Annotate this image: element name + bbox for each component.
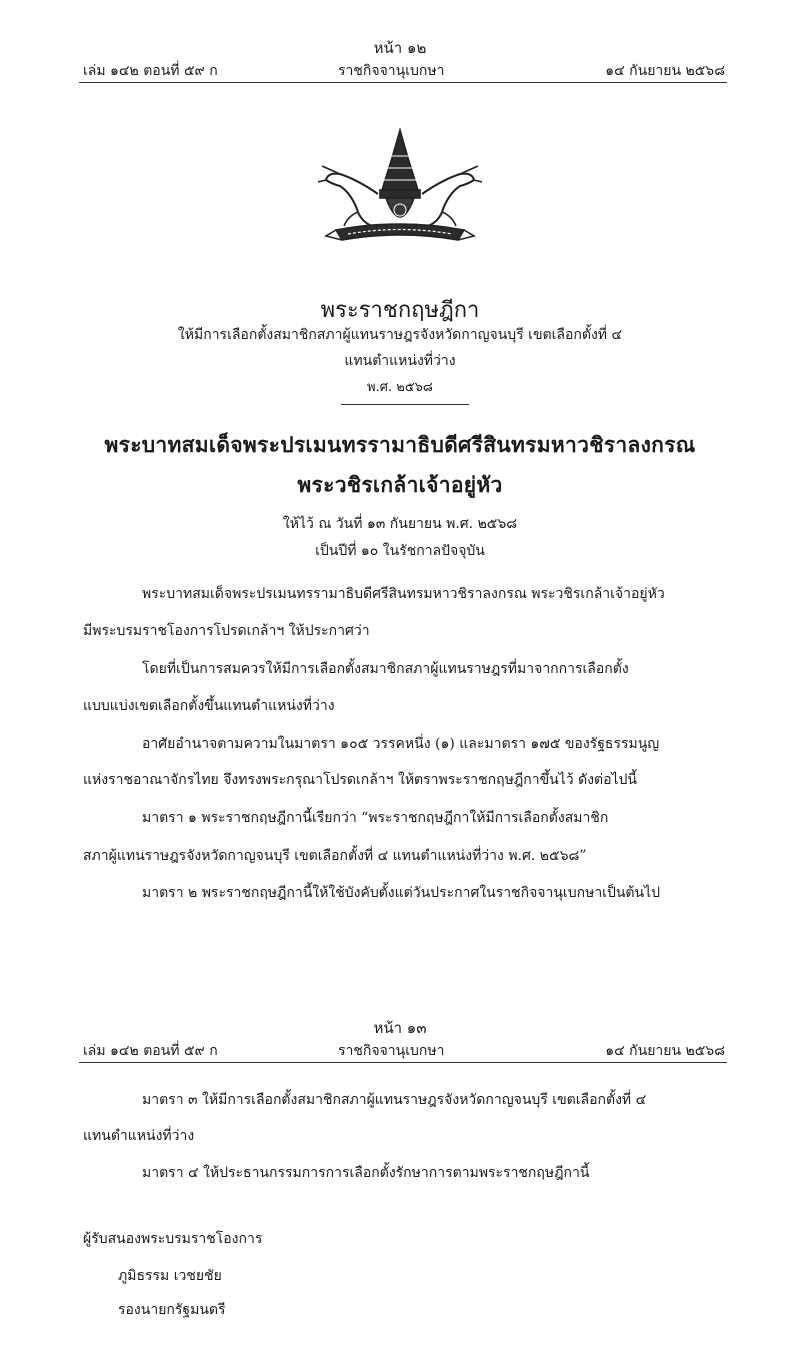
gazette-header xyxy=(83,60,725,84)
section-1: มาตรา ๑ พระราชกฤษฎีกานี้เรียกว่า “พระราชกฤษฎีกาให้มีการเลือกตั้งสมาชิก xyxy=(142,810,609,826)
title-divider xyxy=(341,404,469,405)
countersign-name: ภูมิธรรม เวชยชัย xyxy=(118,1268,222,1284)
decree-subtitle: ให้มีการเลือกตั้งสมาชิกสภาผู้แทนราษฎรจังหวัดกาญจนบุรี เขตเลือกตั้งที่ ๔ xyxy=(177,327,623,343)
countersign-label: ผู้รับสนองพระบรมราชโองการ xyxy=(83,1231,263,1247)
header-divider-2 xyxy=(79,1062,727,1063)
page-number: หน้า ๑๒ xyxy=(373,39,427,57)
section-4: มาตรา ๔ ให้ประธานกรรมการการเลือกตั้งรักษาการตามพระราชกฤษฎีกานี้ xyxy=(142,1165,590,1181)
gazette-name: ราชกิจจานุเบกษา xyxy=(338,63,445,79)
page-number-2: หน้า ๑๓ xyxy=(373,1019,427,1037)
decree-subtitle-2: แทนตำแหน่งที่ว่าง xyxy=(344,353,456,369)
king-name-line-2: พระวชิรเกล้าเจ้าอยู่หัว xyxy=(297,472,503,497)
paragraph-line: แห่งราชอาณาจักรไทย จึงทรงพระกรุณาโปรดเกล้าฯ ให้ตราพระราชกฤษฎีกาขึ้นไว้ ดังต่อไปนี้ xyxy=(83,772,638,788)
paragraph-line: มีพระบรมราชโองการโปรดเกล้าฯ ให้ประกาศว่า xyxy=(83,623,370,639)
gazette-header-2 xyxy=(83,1040,725,1064)
publication-date: ๑๔ กันยายน ๒๕๖๘ xyxy=(605,63,725,79)
king-name-line-1: พระบาทสมเด็จพระปรเมนทรรามาธิบดีศรีสินทรมหาวชิราลงกรณ xyxy=(104,432,696,457)
decree-title: พระราชกฤษฎีกา xyxy=(320,298,480,323)
paragraph-line: พระบาทสมเด็จพระปรเมนทรรามาธิบดีศรีสินทรมหาวชิราลงกรณ พระวชิรเกล้าเจ้าอยู่หัว xyxy=(142,586,665,602)
royal-emblem-icon xyxy=(318,124,482,254)
paragraph-line: อาศัยอำนาจตามความในมาตรา ๑๐๕ วรรคหนึ่ง (๑) และมาตรา ๑๗๕ ของรัฐธรรมนูญ xyxy=(142,736,660,752)
header-divider xyxy=(79,82,727,83)
given-date: ให้ไว้ ณ วันที่ ๑๓ กันยายน พ.ศ. ๒๕๖๘ xyxy=(282,516,518,532)
paragraph-line: สภาผู้แทนราษฎรจังหวัดกาญจนบุรี เขตเลือกตั้งที่ ๔ แทนตำแหน่งที่ว่าง พ.ศ. ๒๕๖๘” xyxy=(83,848,587,864)
section-2: มาตรา ๒ พระราชกฤษฎีกานี้ให้ใช้บังคับตั้งแต่วันประกาศในราชกิจจานุเบกษาเป็นต้นไป xyxy=(142,885,661,901)
volume-issue: เล่ม ๑๔๒ ตอนที่ ๕๙ ก xyxy=(83,1043,218,1059)
decree-year: พ.ศ. ๒๕๖๘ xyxy=(367,380,433,395)
section-3: มาตรา ๓ ให้มีการเลือกตั้งสมาชิกสภาผู้แทนราษฎรจังหวัดกาญจนบุรี เขตเลือกตั้งที่ ๔ xyxy=(142,1092,647,1108)
countersign-title: รองนายกรัฐมนตรี xyxy=(118,1302,226,1318)
publication-date: ๑๔ กันยายน ๒๕๖๘ xyxy=(605,1043,725,1059)
paragraph-line: แบบแบ่งเขตเลือกตั้งขึ้นแทนตำแหน่งที่ว่าง xyxy=(83,698,335,714)
gazette-name: ราชกิจจานุเบกษา xyxy=(338,1043,445,1059)
paragraph-line: โดยที่เป็นการสมควรให้มีการเลือกตั้งสมาชิกสภาผู้แทนราษฎรที่มาจากการเลือกตั้ง xyxy=(142,661,629,677)
paragraph-line: แทนตำแหน่งที่ว่าง xyxy=(83,1128,195,1144)
volume-issue: เล่ม ๑๔๒ ตอนที่ ๕๙ ก xyxy=(83,63,218,79)
reign-year: เป็นปีที่ ๑๐ ในรัชกาลปัจจุบัน xyxy=(315,543,485,559)
